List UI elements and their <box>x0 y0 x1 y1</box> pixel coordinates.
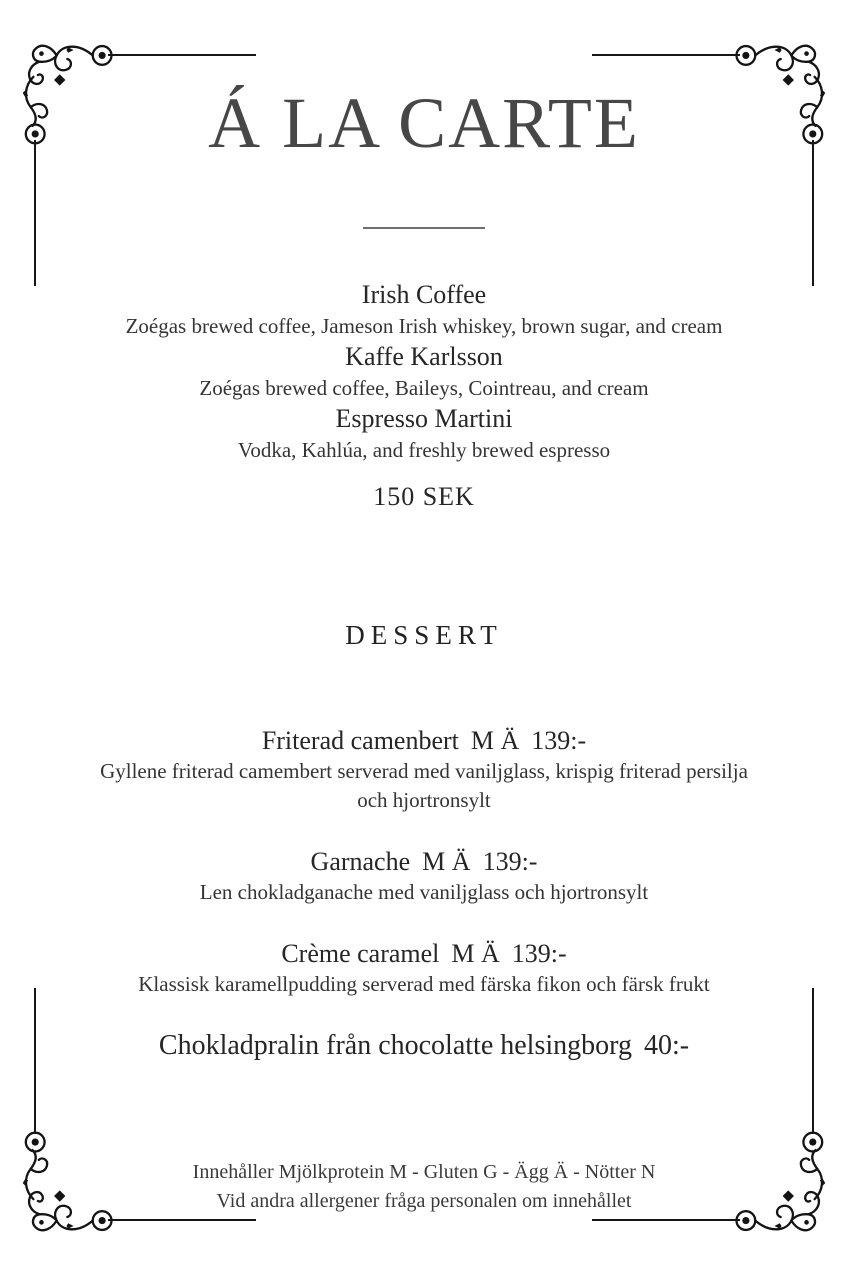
allergen-info-line: Innehåller Mjölkprotein M - Gluten G - Ägg Ä - Nötter N <box>192 1161 656 1184</box>
allergen-footer <box>0 1158 848 1216</box>
dessert-item-description: Gyllene friterad camembert serverad med vaniljglass, krispig friterad persilja och hjortronsylt <box>100 759 748 813</box>
coffee-section <box>0 279 848 513</box>
dessert-heading: DESSERT <box>345 620 503 651</box>
dessert-item-name: Friterad camenbert <box>261 726 459 756</box>
dessert-item-price: 139:- <box>531 726 587 756</box>
dessert-list <box>0 724 848 1062</box>
coffee-section-price: 150 SEK <box>373 482 475 512</box>
coffee-item-description: Zoégas brewed coffee, Baileys, Cointreau, and cream <box>199 376 649 401</box>
dessert-item-description: Len chokladganache med vaniljglass och hjortronsylt <box>199 880 649 905</box>
coffee-item-name: Espresso Martini <box>335 404 513 434</box>
page-title: Á LA CARTE <box>208 83 640 163</box>
coffee-item-description: Zoégas brewed coffee, Jameson Irish whiskey, brown sugar, and cream <box>125 314 723 339</box>
title-divider <box>363 227 485 229</box>
dessert-item <box>0 724 848 815</box>
dessert-item-description: Klassisk karamellpudding serverad med färska fikon och färsk frukt <box>138 972 710 997</box>
dessert-item-name-line <box>0 845 848 878</box>
dessert-item-price: 40:- <box>643 1030 690 1062</box>
allergen-codes: M Ä <box>470 726 520 756</box>
dessert-item-name: Crème caramel <box>281 939 440 969</box>
allergen-codes: M Ä <box>451 939 500 969</box>
dessert-item-name-line <box>0 937 848 970</box>
dessert-item-price: 139:- <box>482 847 538 877</box>
dessert-item-price: 139:- <box>511 939 567 969</box>
dessert-item-name-line <box>0 724 848 757</box>
allergen-codes: M Ä <box>422 847 471 877</box>
coffee-item-name: Irish Coffee <box>361 280 487 310</box>
dessert-item <box>0 845 848 907</box>
dessert-item-name-line <box>0 1029 848 1062</box>
dessert-item <box>0 1029 848 1062</box>
dessert-item-name: Garnache <box>310 847 411 877</box>
coffee-item-name: Kaffe Karlsson <box>345 342 503 372</box>
allergen-info-line: Vid andra allergener fråga personalen om innehållet <box>216 1190 632 1213</box>
coffee-item-description: Vodka, Kahlúa, and freshly brewed espresso <box>237 438 611 463</box>
dessert-item-name: Chokladpralin från chocolatte helsingborg <box>158 1030 632 1062</box>
dessert-item <box>0 937 848 999</box>
